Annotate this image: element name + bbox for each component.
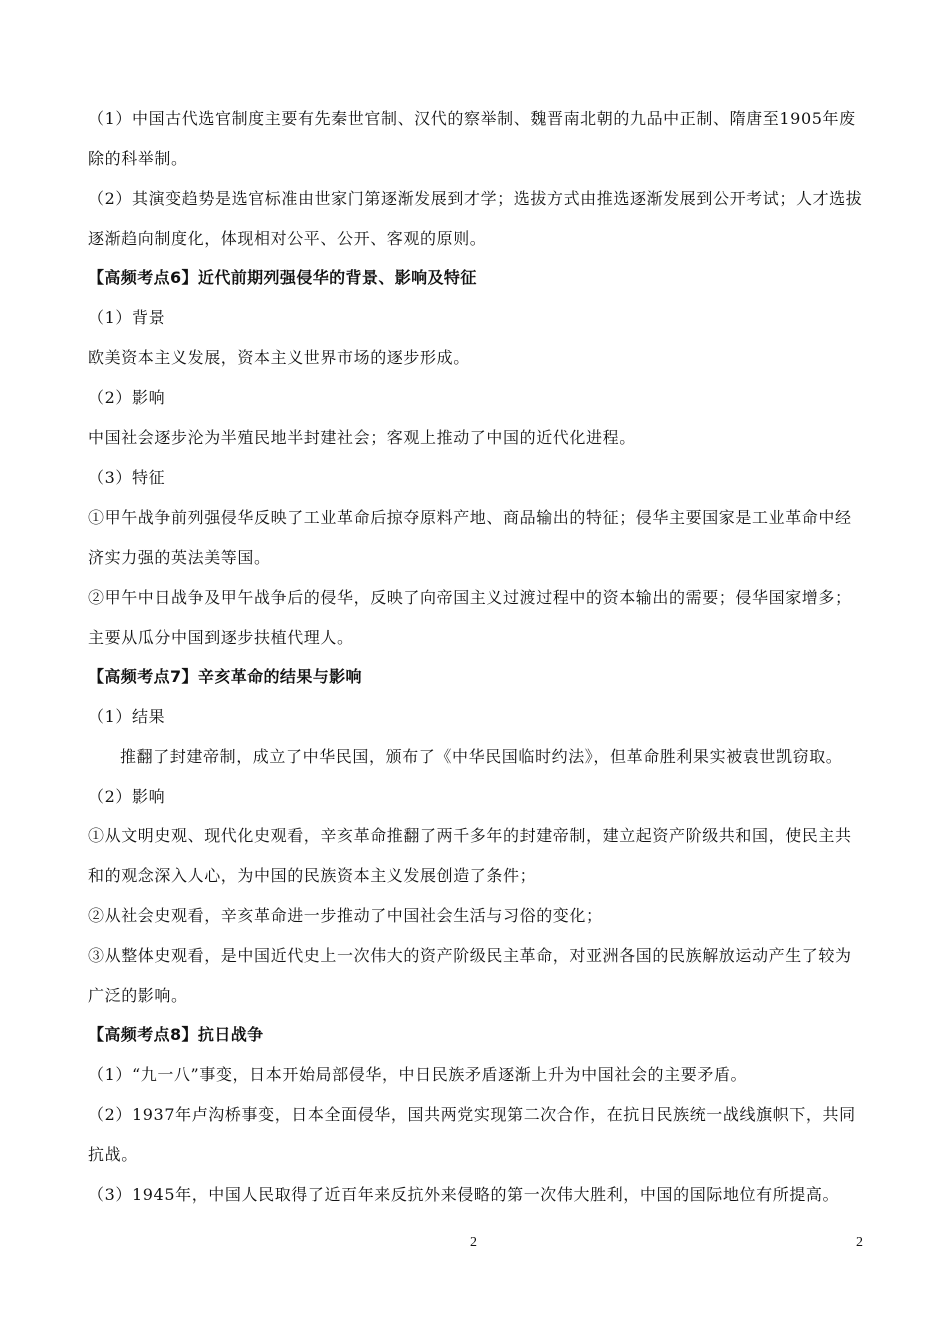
text-line: 欧美资本主义发展，资本主义世界市场的逐步形成。 <box>88 348 470 367</box>
text-line: ①甲午战争前列强侵华反映了工业革命后掠夺原料产地、商品输出的特征；侵华主要国家是工业革命中经 <box>88 508 852 527</box>
text-line: （2）影响 <box>88 787 166 806</box>
section-heading: 【高频考点6】近代前期列强侵华的背景、影响及特征 <box>88 268 477 287</box>
text-line: 和的观念深入人心，为中国的民族资本主义发展创造了条件； <box>88 866 537 885</box>
section-heading: 【高频考点7】辛亥革命的结果与影响 <box>88 667 362 686</box>
text-line: ①从文明史观、现代化史观看，辛亥革命推翻了两千多年的封建帝制，建立起资产阶级共和国，使民主共 <box>88 826 852 845</box>
text-line: 抗战。 <box>88 1145 138 1164</box>
text-line: （1）结果 <box>88 707 166 726</box>
text-line: （1）中国古代选官制度主要有先秦世官制、汉代的察举制、魏晋南北朝的九品中正制、隋唐至1905年废 <box>88 109 856 128</box>
page-number-center: 2 <box>470 1235 477 1250</box>
text-line: （3）特征 <box>88 468 166 487</box>
text-line: （2）1937年卢沟桥事变，日本全面侵华，国共两党实现第二次合作，在抗日民族统一战线旗帜下，共同 <box>88 1105 856 1124</box>
text-line: 主要从瓜分中国到逐步扶植代理人。 <box>88 628 354 647</box>
text-line: （2）影响 <box>88 388 166 407</box>
text-line: 中国社会逐步沦为半殖民地半封建社会；客观上推动了中国的近代化进程。 <box>88 428 636 447</box>
text-line: ②甲午中日战争及甲午战争后的侵华，反映了向帝国主义过渡过程中的资本输出的需要；侵华国家增多； <box>88 588 852 607</box>
text-line: 济实力强的英法美等国。 <box>88 548 271 567</box>
text-line: 推翻了封建帝制，成立了中华民国，颁布了《中华民国临时约法》，但革命胜利果实被袁世凯窃取。 <box>120 747 843 766</box>
text-line: ②从社会史观看，辛亥革命进一步推动了中国社会生活与习俗的变化； <box>88 906 603 925</box>
text-line: 广泛的影响。 <box>88 986 188 1005</box>
text-line: ③从整体史观看，是中国近代史上一次伟大的资产阶级民主革命，对亚洲各国的民族解放运动产生了较为 <box>88 946 852 965</box>
text-line: 除的科举制。 <box>88 149 188 168</box>
text-line: （1）背景 <box>88 308 166 327</box>
text-line: （2）其演变趋势是选官标准由世家门第逐渐发展到才学；选拔方式由推选逐渐发展到公开考试；人才选拔 <box>88 189 863 208</box>
page-number-right: 2 <box>856 1235 863 1250</box>
text-line: （1）“九一八”事变，日本开始局部侵华，中日民族矛盾逐渐上升为中国社会的主要矛盾。 <box>88 1065 748 1084</box>
section-heading: 【高频考点8】抗日战争 <box>88 1025 264 1044</box>
text-line: 逐渐趋向制度化，体现相对公平、公开、客观的原则。 <box>88 229 487 248</box>
text-line: （3）1945年，中国人民取得了近百年来反抗外来侵略的第一次伟大胜利，中国的国际地位有所提高。 <box>88 1185 840 1204</box>
